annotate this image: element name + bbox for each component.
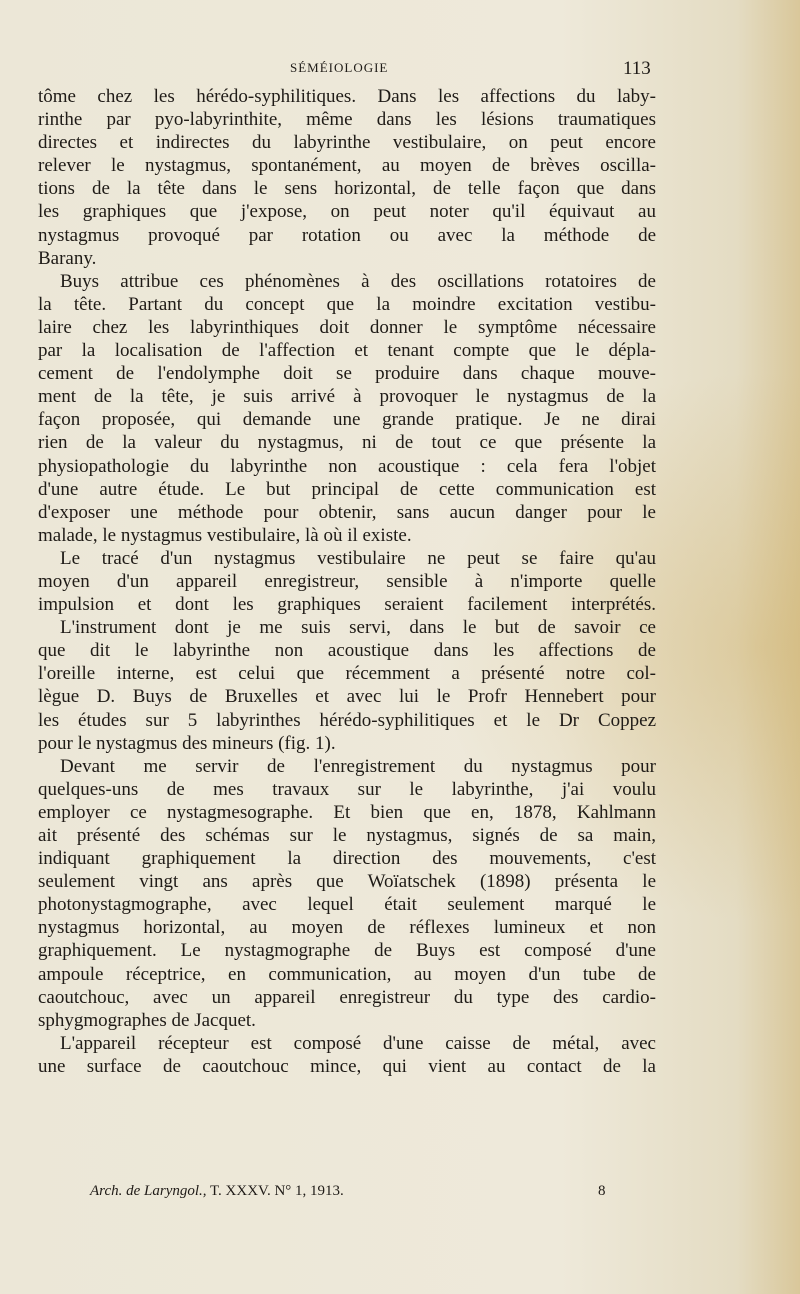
footer-citation xyxy=(90,1179,610,1203)
running-title: SÉMÉIOLOGIE xyxy=(290,60,389,75)
text-line: d'une autre étude. Le but principal de cette communication est xyxy=(38,478,656,500)
text-line: seulement vingt ans après que Woïatschek (1898) présenta le xyxy=(38,871,656,893)
text-line: rien de la valeur du nystagmus, ni de tout ce que présente la xyxy=(38,432,656,454)
text-line: relever le nystagmus, spontanément, au moyen de brèves oscilla- xyxy=(38,155,656,177)
text-line: indiquant graphiquement la direction des mouvements, c'est xyxy=(38,848,656,870)
journal-name: Arch. de Laryngol., xyxy=(90,1183,207,1199)
text-line: impulsion et dont les graphiques seraient facilement interprétés. xyxy=(38,594,656,616)
text-line: une surface de caoutchouc mince, qui vient au contact de la xyxy=(38,1055,656,1077)
text-line: que dit le labyrinthe non acoustique dans les affections de xyxy=(38,640,656,662)
text-line: façon proposée, qui demande une grande pratique. Je ne dirai xyxy=(38,409,656,431)
text-line: Buys attribue ces phénomènes à des oscillations rotatoires de xyxy=(60,270,656,292)
text-line: L'appareil récepteur est composé d'une caisse de métal, avec xyxy=(60,1032,656,1054)
text-line: moyen d'un appareil enregistreur, sensible à n'importe quelle xyxy=(38,570,656,592)
text-line: caoutchouc, avec un appareil enregistreur du type des cardio- xyxy=(38,986,656,1008)
running-head xyxy=(0,58,800,82)
text-line: tôme chez les hérédo-syphilitiques. Dans les affections du laby- xyxy=(38,86,656,107)
text-line: graphiquement. Le nystagmographe de Buys est composé d'une xyxy=(38,940,656,962)
text-line: par la localisation de l'affection et tenant compte que le dépla- xyxy=(38,340,656,362)
text-line: Barany. xyxy=(38,247,97,269)
volume-issue: T. XXXV. N° 1, 1913. xyxy=(210,1183,344,1199)
text-line: ampoule réceptrice, en communication, au moyen d'un tube de xyxy=(38,963,656,985)
body-text xyxy=(38,85,656,1078)
text-line: employer ce nystagmesographe. Et bien que en, 1878, Kahlmann xyxy=(38,801,656,823)
text-line: la tête. Partant du concept que la moindre excitation vestibu- xyxy=(38,293,656,315)
signature-mark: 8 xyxy=(598,1183,606,1199)
text-line: directes et indirectes du labyrinthe vestibulaire, on peut encore xyxy=(38,132,656,154)
text-line: photonystagmographe, avec lequel était seulement marqué le xyxy=(38,894,656,916)
text-line: physiopathologie du labyrinthe non acoustique : cela fera l'objet xyxy=(38,455,656,477)
text-line: nystagmus horizontal, au moyen de réflexes lumineux et non xyxy=(38,917,656,939)
text-line: l'oreille interne, est celui que récemment a présenté notre col- xyxy=(38,663,656,685)
text-line: malade, le nystagmus vestibulaire, là où il existe. xyxy=(38,524,412,546)
page-number: 113 xyxy=(623,58,651,79)
text-line: ment de la tête, je suis arrivé à provoquer le nystagmus de la xyxy=(38,386,656,408)
text-line: nystagmus provoqué par rotation ou avec la méthode de xyxy=(38,224,656,246)
text-line: lègue D. Buys de Bruxelles et avec lui le Profr Hennebert pour xyxy=(38,686,656,708)
text-line: rinthe par pyo-labyrinthite, même dans les lésions traumatiques xyxy=(38,109,656,131)
text-line: L'instrument dont je me suis servi, dans le but de savoir ce xyxy=(60,617,656,639)
text-line: sphygmographes de Jacquet. xyxy=(38,1009,256,1031)
text-line: tions de la tête dans le sens horizontal, de telle façon que dans xyxy=(38,178,656,200)
text-line: pour le nystagmus des mineurs (fig. 1). xyxy=(38,732,336,754)
text-line: les études sur 5 labyrinthes hérédo-syphilitiques et le Dr Coppez xyxy=(38,709,656,731)
text-line: Devant me servir de l'enregistrement du nystagmus pour xyxy=(60,755,656,777)
text-line: ait présenté des schémas sur le nystagmus, signés de sa main, xyxy=(38,825,656,846)
text-line: laire chez les labyrinthiques doit donner le symptôme nécessaire xyxy=(38,316,656,338)
text-line: quelques-uns de mes travaux sur le labyrinthe, j'ai voulu xyxy=(38,778,656,800)
text-line: cement de l'endolymphe doit se produire dans chaque mouve- xyxy=(38,363,656,385)
text-line: les graphiques que j'expose, on peut noter qu'il équivaut au xyxy=(38,201,656,223)
text-line: Le tracé d'un nystagmus vestibulaire ne peut se faire qu'au xyxy=(60,547,656,569)
text-line: d'exposer une méthode pour obtenir, sans aucun danger pour le xyxy=(38,501,656,523)
